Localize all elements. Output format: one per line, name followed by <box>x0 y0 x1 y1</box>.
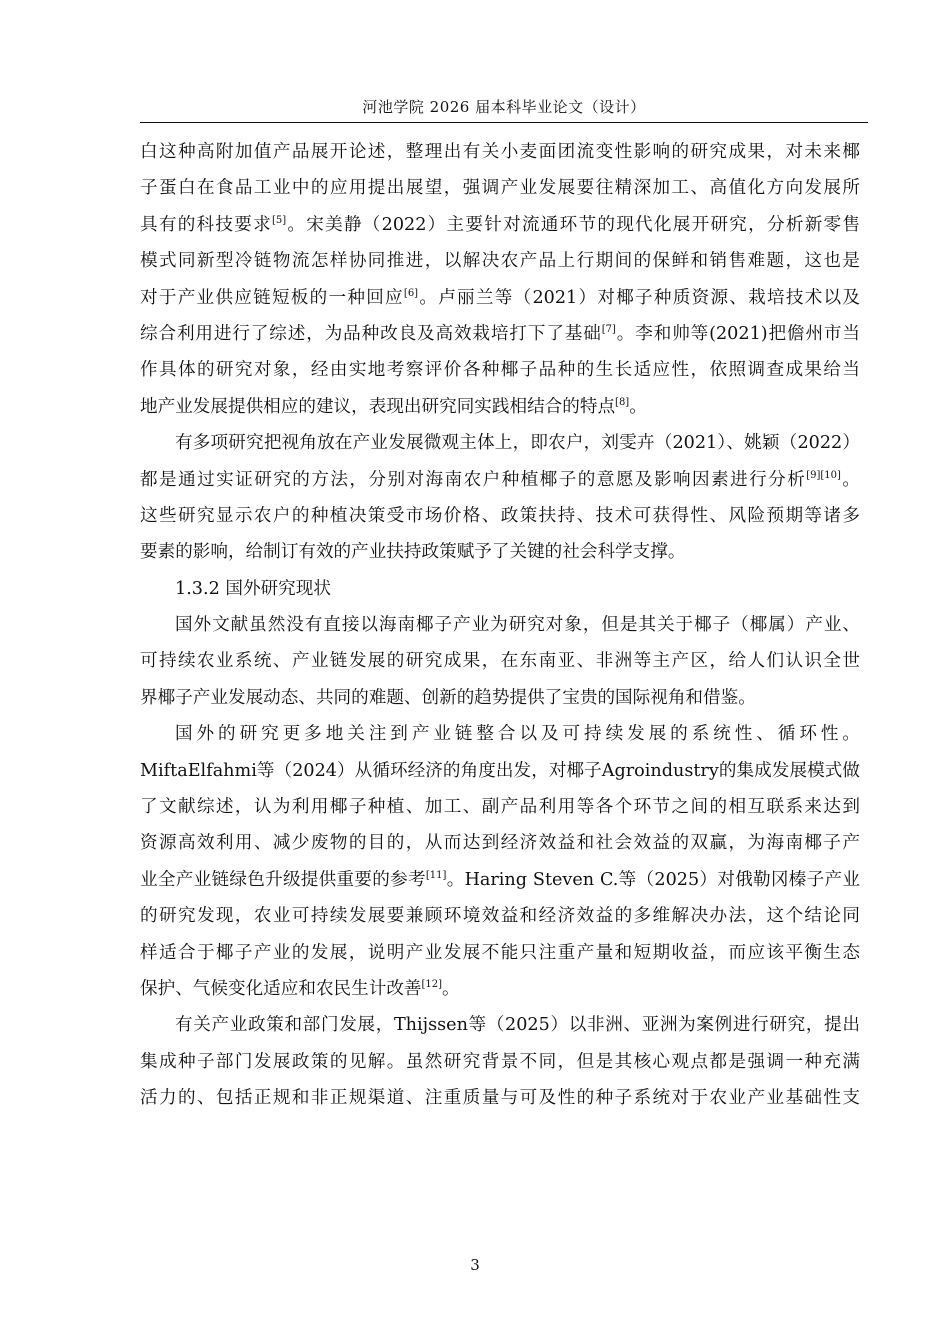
text-line: 国外文献虽然没有直接以海南椰子产业为研究对象，但是其关于椰子（椰属）产业、 <box>175 615 860 636</box>
page-number: 3 <box>470 1256 480 1274</box>
text-line: 资源高效利用、减少废物的目的，从而达到经济效益和社会效益的双赢，为海南椰子产 <box>140 833 860 854</box>
text-line: 了文献综述，认为利用椰子种植、加工、副产品利用等各个环节之间的相互联系来达到 <box>140 797 860 818</box>
text-line: 作具体的研究对象，经由实地考察评价各种椰子品种的生长适应性，依照调查成果给当 <box>140 360 860 381</box>
text-line: 活力的、包括正规和非正规渠道、注重质量与可及性的种子系统对于农业产业基础性支 <box>140 1088 860 1109</box>
text-line: 国外的研究更多地关注到产业链整合以及可持续发展的系统性、循环性。 <box>175 724 860 745</box>
body-text <box>140 134 860 1117</box>
text-line: 要素的影响，给制订有效的产业扶持政策赋予了关键的社会科学支撑。 <box>140 542 686 563</box>
text-line: 有关产业政策和部门发展，Thijssen等（2025）以非洲、亚洲为案例进行研究，提出 <box>175 1015 860 1036</box>
text-line: 有多项研究把视角放在产业发展微观主体上，即农户，刘雯卉（2021）、姚颖（2022） <box>175 433 860 454</box>
text-line: 界椰子产业发展动态、共同的难题、创新的趋势提供了宝贵的国际视角和借鉴。 <box>140 687 756 708</box>
text-line: 地产业发展提供相应的建议，表现出研究同实践相结合的特点[8]。 <box>140 396 647 417</box>
text-line: 的研究发现，农业可持续发展要兼顾环境效益和经济效益的多维解决办法，这个结论同 <box>140 906 860 927</box>
citation: [8] <box>615 396 630 408</box>
citation: [5] <box>271 214 287 226</box>
text-line: 综合利用进行了综述，为品种改良及高效栽培打下了基础[7]。李和帅等(2021)把儋州市当 <box>140 323 860 344</box>
citation: [9][10] <box>806 469 841 481</box>
citation: [7] <box>601 323 616 335</box>
text-line: 模式同新型冷链物流怎样协同推进，以解决农产品上行期间的保鲜和销售难题，这也是 <box>140 251 860 272</box>
citation: [11] <box>425 869 447 881</box>
page-header: 河池学院 2026 届本科毕业论文（设计） <box>362 98 646 116</box>
text-line: 都是通过实证研究的方法，分别对海南农户种植椰子的意愿及影响因素进行分析[9][10]。 <box>140 469 860 490</box>
text-line: MiftaElfahmi等（2024）从循环经济的角度出发，对椰子Agroindustry的集成发展模式做 <box>140 760 860 781</box>
text-line: 子蛋白在食品工业中的应用提出展望，强调产业发展要往精深加工、高值化方向发展所 <box>140 178 860 199</box>
citation: [12] <box>421 978 443 990</box>
text-line: 业全产业链绿色升级提供重要的参考[11]。Haring Steven C.等（2025）对俄勒冈榛子产业 <box>140 869 860 890</box>
text-line: 这些研究显示农户的种植决策受市场价格、政策扶持、技术可获得性、风险预期等诸多 <box>140 505 860 526</box>
text-line: 可持续农业系统、产业链发展的研究成果，在东南亚、非洲等主产区，给人们认识全世 <box>140 651 860 672</box>
text-line: 具有的科技要求[5]。宋美静（2022）主要针对流通环节的现代化展开研究，分析新零售 <box>140 214 860 235</box>
citation: [6] <box>403 287 419 299</box>
text-line: 集成种子部门发展政策的见解。虽然研究背景不同，但是其核心观点都是强调一种充满 <box>140 1051 860 1072</box>
text-line: 白这种高附加值产品展开论述，整理出有关小麦面团流变性影响的研究成果，对未来椰 <box>140 142 860 162</box>
text-line: 保护、气候变化适应和农民生计改善[12]。 <box>140 978 460 999</box>
text-line: 样适合于椰子产业的发展，说明产业发展不能只注重产量和短期收益，而应该平衡生态 <box>140 942 860 963</box>
text-line: 对于产业供应链短板的一种回应[6]。卢丽兰等（2021）对椰子种质资源、栽培技术以及 <box>140 287 860 308</box>
header-rule <box>140 122 868 123</box>
section-heading: 1.3.2 国外研究现状 <box>175 578 331 599</box>
